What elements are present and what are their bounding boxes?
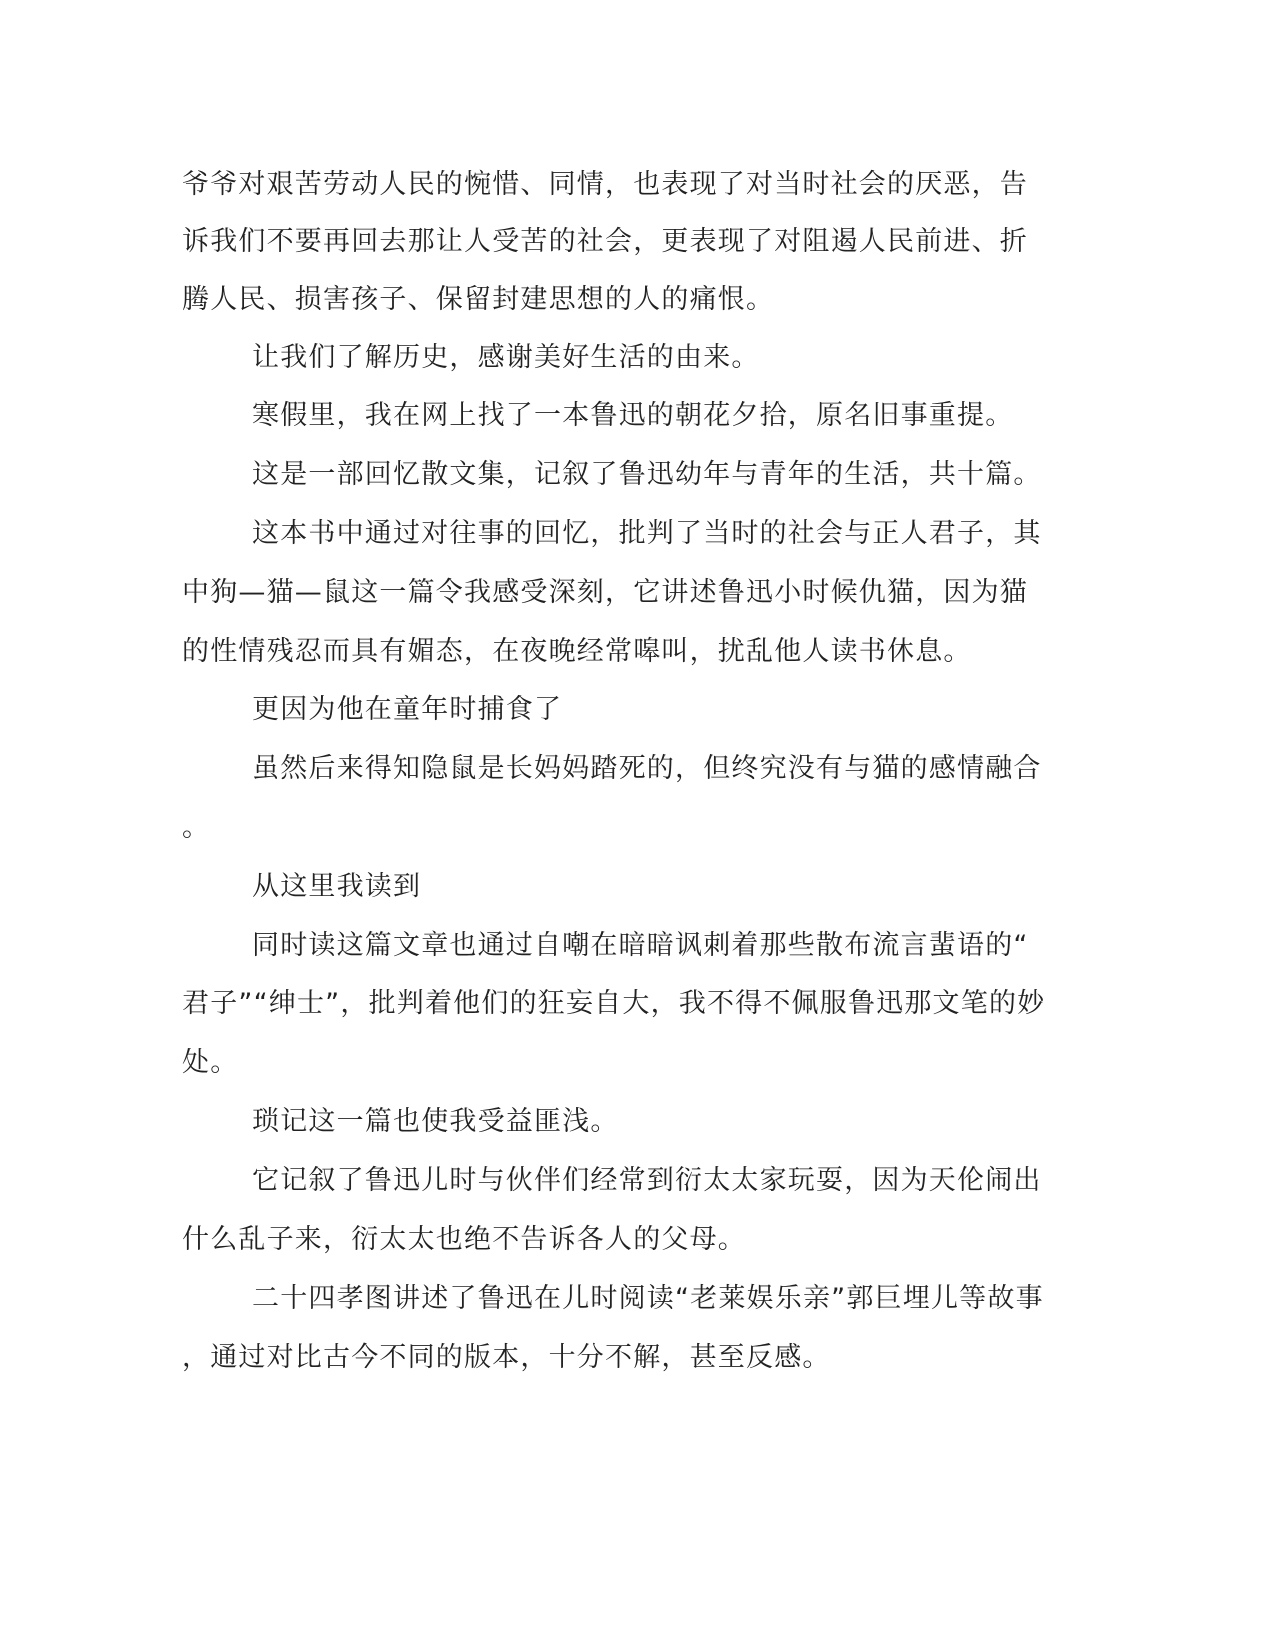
text-line: 二十四孝图讲述了鲁迅在儿时阅读“老莱娱乐亲”郭巨埋儿等故事 — [252, 1283, 1044, 1314]
text-line: 琐记这一篇也使我受益匪浅。 — [252, 1106, 619, 1137]
text-line: 。 — [182, 812, 211, 843]
text-line: 同时读这篇文章也通过自嘲在暗暗讽刺着那些散布流言蜚语的“ — [252, 930, 1029, 961]
text-line: 更因为他在童年时捕食了 — [252, 694, 563, 725]
text-line: 诉我们不要再回去那让人受苦的社会，更表现了对阻遏人民前进、折 — [182, 226, 1028, 257]
text-line: 它记叙了鲁迅儿时与伙伴们经常到衍太太家玩耍，因为天伦闹出 — [252, 1165, 1042, 1196]
text-line: 从这里我读到 — [252, 871, 422, 902]
text-line: ，通过对比古今不同的版本，十分不解，甚至反感。 — [182, 1342, 831, 1373]
text-line: 腾人民、损害孩子、保留封建思想的人的痛恨。 — [182, 284, 775, 315]
text-line: 的性情残忍而具有媚态，在夜晚经常嗥叫，扰乱他人读书休息。 — [182, 636, 972, 667]
text-line: 处。 — [182, 1047, 239, 1078]
text-line: 这是一部回忆散文集，记叙了鲁迅幼年与青年的生活，共十篇。 — [252, 459, 1042, 490]
text-line: 寒假里，我在网上找了一本鲁迅的朝花夕拾，原名旧事重提。 — [252, 400, 1014, 431]
text-line: 让我们了解历史，感谢美好生活的由来。 — [252, 342, 760, 373]
text-line: 什么乱子来，衍太太也绝不告诉各人的父母。 — [182, 1224, 746, 1255]
text-line: 君子”“绅士”，批判着他们的狂妄自大，我不得不佩服鲁迅那文笔的妙 — [182, 988, 1046, 1019]
text-line: 这本书中通过对往事的回忆，批判了当时的社会与正人君子，其 — [252, 518, 1042, 549]
text-line: 中狗—猫—鼠这一篇令我感受深刻，它讲述鲁迅小时候仇猫，因为猫 — [182, 577, 1028, 608]
text-line: 爷爷对艰苦劳动人民的惋惜、同情，也表现了对当时社会的厌恶，告 — [182, 169, 1028, 200]
text-line: 虽然后来得知隐鼠是长妈妈踏死的，但终究没有与猫的感情融合 — [252, 753, 1042, 784]
